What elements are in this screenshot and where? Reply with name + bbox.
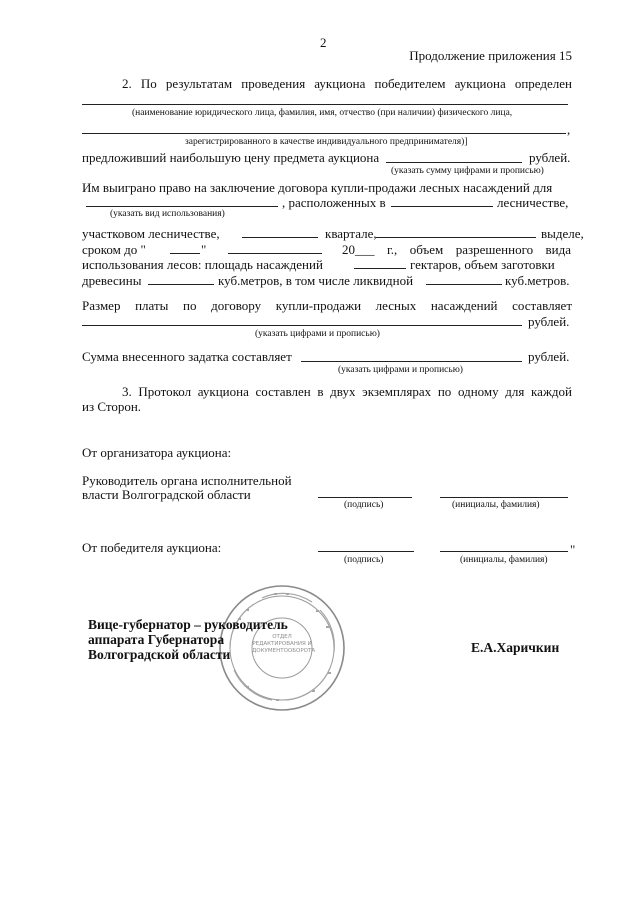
winner-name-line-2 <box>82 133 566 134</box>
district-forestry-field <box>242 237 318 238</box>
usage-type-field <box>86 206 278 207</box>
hint-registered: зарегистрированного в качестве индивидуального предпринимателя)] <box>185 137 468 147</box>
para3-line1: 3. Протокол аукциона составлен в двух экземплярах по одному для каждой <box>122 384 572 399</box>
organizer-initials-field <box>440 497 568 498</box>
term-day-field <box>170 253 200 254</box>
usage-area-label: использования лесов: площадь насаждений <box>82 257 323 272</box>
signer-title-3: Волгоградской области <box>88 647 231 662</box>
price-label: предложивший наибольшую цену предмета аукциона <box>82 150 380 165</box>
term-month-field <box>228 253 322 254</box>
organizer-initials-hint: (инициалы, фамилия) <box>452 500 540 510</box>
term-label: сроком до " <box>82 242 146 257</box>
forestry-field <box>391 206 493 207</box>
deposit-rubles: рублей. <box>528 349 570 364</box>
payment-rubles: рублей. <box>528 314 570 329</box>
para2-line1: 2. По результатам проведения аукциона победителем аукциона определен <box>122 76 572 91</box>
price-field <box>386 162 522 163</box>
cubic-meters-label: куб.метров. <box>505 273 570 288</box>
quarter-label: квартале, <box>325 226 377 241</box>
organizer-heading: От организатора аукциона: <box>82 445 232 460</box>
forestry-label: лесничестве, <box>497 195 569 210</box>
winner-signature-field <box>318 551 414 552</box>
winner-name-line <box>82 104 568 105</box>
winner-initials-hint: (инициалы, фамилия) <box>460 555 548 565</box>
page-number: 2 <box>320 35 327 50</box>
wood-label: древесины <box>82 273 142 288</box>
winner-heading: От победителя аукциона: <box>82 540 222 555</box>
signer-title-2: аппарата Губернатора <box>88 632 225 647</box>
signer-title-1: Вице-губернатор – руководитель <box>88 617 288 632</box>
allotment-label: выделе, <box>541 226 584 241</box>
located-label: , расположенных в <box>282 195 386 210</box>
organizer-signature-field <box>318 497 412 498</box>
seal-text-3: ДОКУМЕНТООБОРОТА <box>252 648 316 654</box>
area-field <box>354 268 406 269</box>
right-line1: Им выиграно право на заключение договора купли-продажи лесных насаждений для <box>82 180 553 195</box>
term-quote-close: " <box>201 242 207 257</box>
quarter-field <box>376 237 536 238</box>
seal-text-1: ОТДЕЛ <box>272 634 292 640</box>
hint-sum: (указать сумму цифрами и прописью) <box>391 166 544 176</box>
organizer-role-1: Руководитель органа исполнительной <box>82 473 292 488</box>
hint-entity-name: (наименование юридического лица, фамилия, имя, отчество (при наличии) физического лица, <box>132 108 513 118</box>
winner-closing-quote: " <box>570 542 576 557</box>
winner-sign-hint: (подпись) <box>344 555 384 565</box>
deposit-label: Сумма внесенного задатка составляет <box>82 349 292 364</box>
para3-line2: из Сторон. <box>82 399 142 414</box>
district-forestry-label: участковом лесничестве, <box>82 226 220 241</box>
liquid-label: куб.метров, в том числе ликвидной <box>218 273 414 288</box>
hint-usage: (указать вид использования) <box>110 209 225 219</box>
year-label: 20___ г., объем разрешенного вида <box>342 242 571 257</box>
payment-line: Размер платы по договору купли-продажи лесных насаждений составляет <box>82 298 572 313</box>
comma: , <box>567 122 571 137</box>
signer-name: Е.А.Харичкин <box>471 640 560 655</box>
seal-text-2: РЕДАКТИРОВАНИЯ И <box>252 641 312 647</box>
continuation-label: Продолжение приложения 15 <box>409 48 572 63</box>
price-rubles: рублей. <box>529 150 571 165</box>
organizer-role-2: власти Волгоградской области <box>82 487 251 502</box>
wood-volume-field <box>148 284 214 285</box>
hectares-label: гектаров, объем заготовки <box>410 257 555 272</box>
payment-hint: (указать цифрами и прописью) <box>255 329 380 339</box>
winner-initials-field <box>440 551 568 552</box>
liquid-volume-field <box>426 284 502 285</box>
payment-field <box>82 325 522 326</box>
organizer-sign-hint: (подпись) <box>344 500 384 510</box>
deposit-hint: (указать цифрами и прописью) <box>338 365 463 375</box>
official-seal <box>216 582 348 714</box>
deposit-field <box>301 361 522 362</box>
